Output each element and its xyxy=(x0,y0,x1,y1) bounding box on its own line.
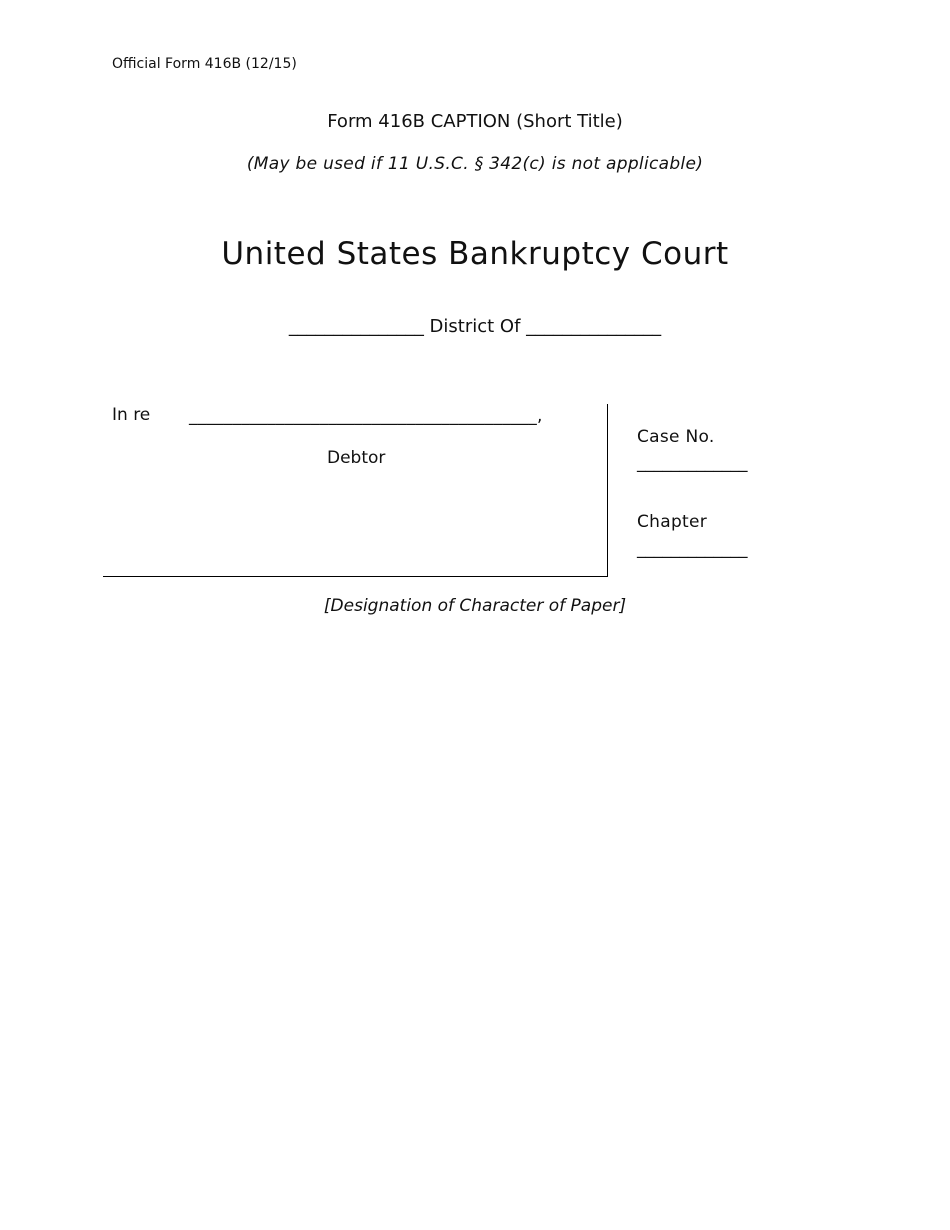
chapter-blank: _____________ xyxy=(637,539,748,559)
paper-designation: [Designation of Character of Paper] xyxy=(323,596,627,616)
debtor-name-blank: ________________________________________, xyxy=(189,406,543,426)
court-name: United States Bankruptcy Court xyxy=(221,236,729,272)
caption-horizontal-rule xyxy=(103,576,608,577)
in-re-label: In re xyxy=(112,405,151,425)
district-line: _______________ District Of _______________ xyxy=(288,316,662,337)
debtor-label: Debtor xyxy=(327,448,386,468)
case-number-label: Case No. xyxy=(637,427,715,447)
chapter-label: Chapter xyxy=(637,512,708,532)
form-subtitle: (May be used if 11 U.S.C. § 342(c) is not applicable) xyxy=(246,154,704,174)
form-identifier: Official Form 416B (12/15) xyxy=(112,56,297,72)
case-number-blank: _____________ xyxy=(637,453,748,473)
caption-vertical-rule xyxy=(607,404,608,576)
form-title: Form 416B CAPTION (Short Title) xyxy=(327,111,623,132)
